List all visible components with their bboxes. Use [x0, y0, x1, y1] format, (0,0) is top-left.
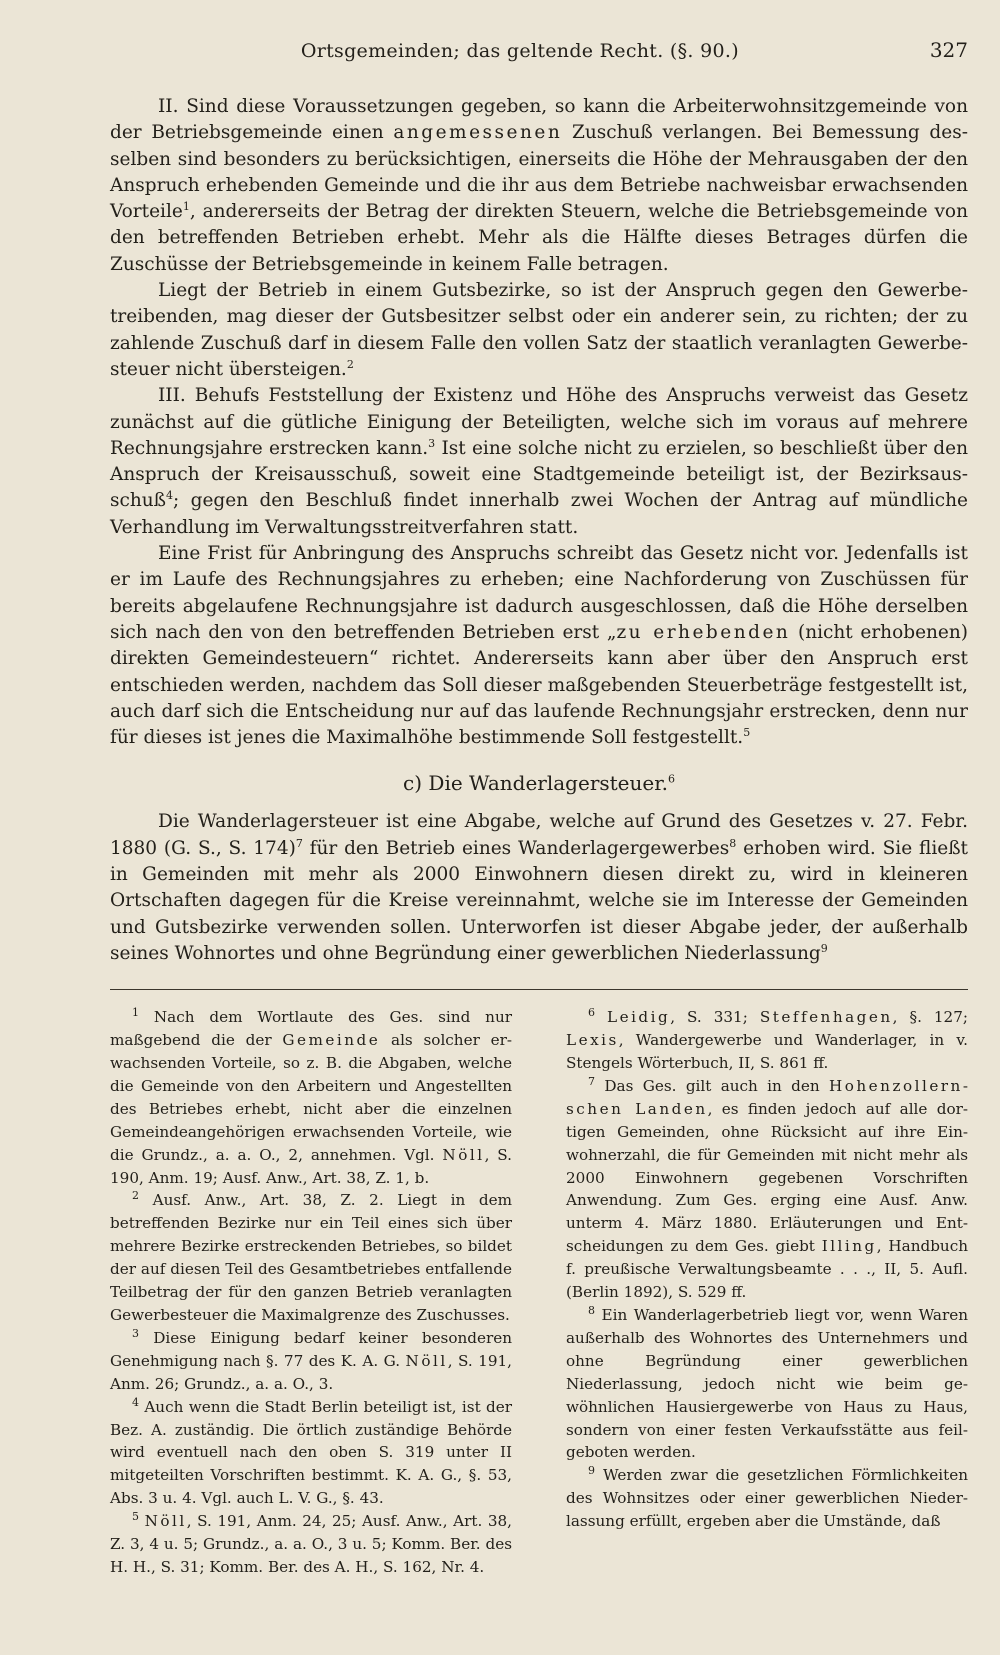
footnote-9: $^9$ Werden zwar die gesetzlichen Förmlichkeiten des Wohnsitzes oder einer gewerblichen Niederlassung erfüllt, ergeben aber die Umstände, daß: [566, 1464, 968, 1531]
emphasis: angemessenen: [393, 122, 563, 144]
footnote-column-left: [110, 1006, 512, 1579]
footnotes: [110, 1006, 968, 1579]
paragraph-section-iii: III. Behufs Feststellung der Existenz und Höhe des Anspruchs verweist das Gesetz zunächst auf die gütliche Einigung der Beteiligten, welche sich im voraus auf mehrere Rechnungsjahre erstrecken kann.$^3$ Ist eine solche nicht zu erzielen, so beschließt über den Anspruch der Kreisausschuß, soweit eine Stadtgemeinde beteiligt ist, der Bezirksausschuß$^4$; gegen den Beschluß findet innerhalb zwei Wochen der Antrag auf mündliche Verhandlung im Verwaltungsstreitverfahren statt.: [110, 385, 968, 538]
footnote-8: $^8$ Ein Wanderlagerbetrieb liegt vor, wenn Waren außerhalb des Wohnortes des Unternehmers und ohne Begründung einer gewerblichen Niederlassung, jedoch nicht wie beim gewöhnlichen Hausiergewerbe von Haus zu Haus, sondern von einer festen Verkaufsstätte aus feilgeboten werden.: [566, 1303, 968, 1462]
footnote-ref: 9: [820, 941, 828, 955]
footnote-column-right: [566, 1006, 968, 1579]
emphasis: Illing: [821, 1237, 877, 1256]
running-title: Ortsgemeinden; das geltende Recht. (§. 90.): [300, 40, 739, 62]
emphasis: Lexis: [566, 1031, 619, 1050]
footnote-7: $^7$ Das Ges. gilt auch in den Hohenzollernschen Landen, es finden jedoch auf alle dortigen Gemeinden, ohne Rücksicht auf ihre Einwohnerzahl, die für Gemeinden mit nicht mehr als 2000 Einwohnern gegebenen Vorschriften Anwendung. Zum Ges. erging eine Ausf. Anw. unterm 4. März 1880. Erläuterungen und Entscheidungen zu dem Ges. giebt Illing, Handbuch f. preußische Verwaltungsbeamte . . ., II, 5. Aufl. (Berlin 1892), S. 529 ff.: [566, 1074, 968, 1302]
emphasis: zu erhebenden: [616, 621, 791, 643]
footnote-4: $^4$ Auch wenn die Stadt Berlin beteiligt ist, ist der Bez. A. zuständig. Die örtlich zuständige Behörde wird eventuell nach den oben S. 319 unter II mitgeteilten Vorschriften bestimmt. K. A. G., §. 53, Abs. 3 u. 4. Vgl. auch L. V. G., §. 43.: [110, 1395, 512, 1508]
emphasis: Steffenhagen: [759, 1008, 893, 1027]
footnote-2: $^2$ Ausf. Anw., Art. 38, Z. 2. Liegt in dem betreffenden Bezirke nur ein Teil eines sich über mehrere Bezirke erstreckenden Betriebes, so bildet der auf diesen Teil des Gesamtbetriebes entfallende Teilbetrag der für den ganzen Betrieb veranlagten Gewerbesteuer die Maximalgrenze des Zuschusses.: [110, 1189, 512, 1324]
footnote-divider: [110, 989, 968, 990]
footnote-ref: 7: [295, 836, 303, 850]
paragraph-section-ii: II. Sind diese Voraussetzungen gegeben, so kann die Arbeiterwohnsitzgemeinde von der Betriebsgemeinde einen angemessenen Zuschuß verlangen. Bei Bemessung desselben sind besonders zu berücksichtigen, einerseits die Höhe der Mehrausgaben der den Anspruch erhebenden Gemeinde und die ihr aus dem Betriebe nachweisbar erwachsenden Vorteile$^1$, andererseits der Betrag der direkten Steuern, welche die Betriebsgemeinde von den betreffenden Betrieben erhebt. Mehr als die Hälfte dieses Betrages dürfen die Zuschüsse der Betriebsgemeinde in keinem Falle betragen.: [110, 96, 968, 275]
emphasis: Gemeinde: [282, 1031, 381, 1050]
section-heading: c) Die Wanderlagersteuer.$^6$: [403, 771, 675, 796]
page-header: [110, 38, 968, 72]
emphasis: Leidig: [607, 1008, 671, 1027]
page-number: 327: [929, 38, 968, 62]
footnote-5: $^5$ Nöll, S. 191, Anm. 24, 25; Ausf. Anw., Art. 38, Z. 3, 4 u. 5; Grundz., a. a. O., 3 u. 5; Komm. Ber. des H. H., S. 31; Komm. Ber. des A. H., S. 162, Nr. 4.: [110, 1510, 512, 1576]
footnote-ref: 6: [667, 772, 675, 786]
emphasis: Nöll: [144, 1512, 187, 1531]
emphasis: Nöll: [442, 1145, 485, 1164]
paragraph-wanderlagersteuer: Die Wanderlagersteuer ist eine Abgabe, welche auf Grund des Gesetzes v. 27. Febr. 1880 (G. S., S. 174)$^7$ für den Betrieb eines Wanderlagergewerbes$^8$ erhoben wird. Sie fließt in Gemeinden mit mehr als 2000 Einwohnern diesen direkt zu, wird in kleineren Ortschaften dagegen für die Kreise vereinnahmt, welche sie im Interesse der Gemeinden und Gutsbezirke verwenden sollen. Unterworfen ist dieser Abgabe jeder, der außerhalb seines Wohnortes und ohne Begründung einer gewerblichen Niederlassung$^9$: [110, 811, 968, 964]
footnote-ref: 1: [182, 200, 190, 214]
emphasis: Nöll: [405, 1351, 448, 1370]
footnote-ref: 5: [743, 725, 751, 739]
footnote-3: $^3$ Diese Einigung bedarf keiner besonderen Genehmigung nach §. 77 des K. A. G. Nöll, S. 191, Anm. 26; Grundz., a. a. O., 3.: [110, 1326, 512, 1393]
footnote-1: $^1$ Nach dem Wortlaute des Ges. sind nur maßgebend die der Gemeinde als solcher erwachsenden Vorteile, so z. B. die Abgaben, welche die Gemeinde von den Arbeitern und Angestellten des Betriebes erhebt, nicht aber die einzelnen Gemeindeangehörigen erwachsenden Vorteile, wie die Grundz., a. a. O., 2, annehmen. Vgl. Nöll, S. 190, Anm. 19; Ausf. Anw., Art. 38, Z. 1, b.: [110, 1006, 512, 1187]
paragraph-frist: Eine Frist für Anbringung des Anspruchs schreibt das Gesetz nicht vor. Jedenfalls ist er im Laufe des Rechnungsjahres zu erheben; eine Nachforderung von Zuschüssen für bereits abgelaufene Rechnungsjahre ist dadurch ausgeschlossen, daß die Höhe derselben sich nach den von den betreffenden Betrieben erst „zu erhebenden (nicht erhobenen) direkten Gemeindesteuern“ richtet. Andererseits kann aber über den Anspruch erst entschieden werden, nachdem das Soll dieser maßgebenden Steuerbeträge festgestellt ist, auch darf sich die Entscheidung nur auf das laufende Rechnungsjahr erstrecken, denn nur für dieses ist jenes die Maximalhöhe bestimmende Soll festgestellt.$^5$: [110, 543, 969, 749]
footnote-ref: 2: [346, 357, 354, 371]
emphasis: Hohenzollernschen Landen: [566, 1076, 968, 1118]
paragraph-gutsbezirk: Liegt der Betrieb in einem Gutsbezirke, so ist der Anspruch gegen den Gewerbetreibenden, mag dieser der Gutsbesitzer selbst oder ein anderer sein, zu richten; der zu zahlende Zuschuß darf in diesem Falle den vollen Satz der staatlich veranlagten Gewerbesteuer nicht übersteigen.$^2$: [110, 280, 968, 380]
footnote-ref: 3: [428, 436, 436, 450]
footnote-ref: 8: [729, 836, 737, 850]
footnote-6: $^6$ Leidig, S. 331; Steffenhagen, §. 127; Lexis, Wandergewerbe und Wanderlager, in v. Stengels Wörterbuch, II, S. 861 ff.: [566, 1006, 969, 1073]
footnote-ref: 4: [166, 489, 174, 503]
main-text: [110, 94, 968, 967]
